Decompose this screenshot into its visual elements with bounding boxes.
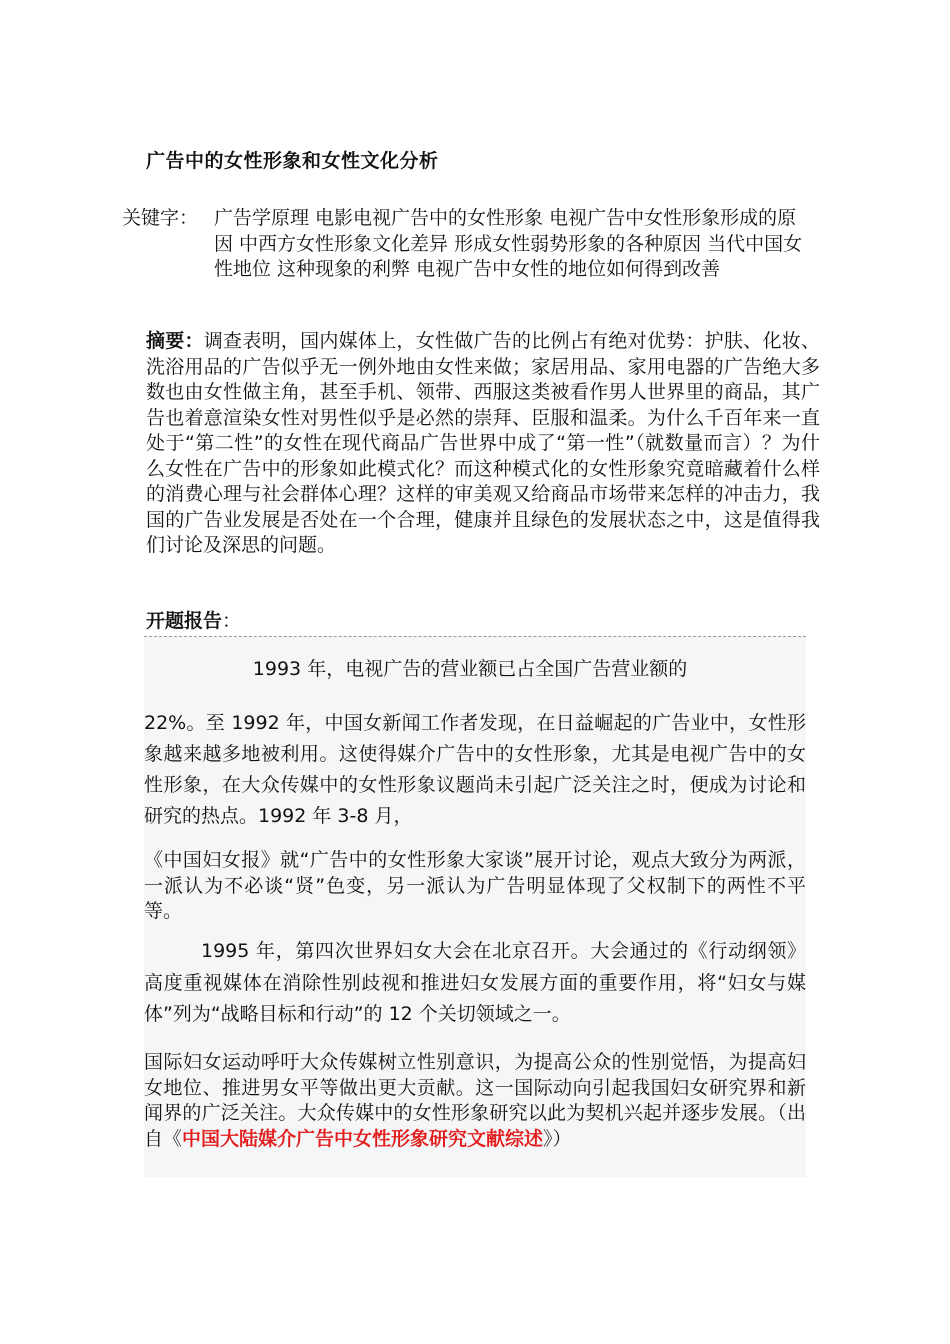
report-paragraph-5-text: 国际妇女运动呼吁大众传媒树立性别意识，为提高公众的性别觉悟，为提高妇女地位、推进男女平等做出更大贡献。这一国际动向引起我国妇女研究界和新闻界的广泛关注。大众传媒中的女性形象研究以此为契机兴起并逐步发展。（出自《 xyxy=(144,1051,806,1150)
report-paragraph-5 xyxy=(144,1050,806,1152)
keywords-label: 关键字： xyxy=(122,207,199,229)
document-title: 广告中的女性形象和女性文化分析 xyxy=(146,150,439,172)
report-heading xyxy=(146,606,241,633)
report-paragraph-2: 22%。至 1992 年，中国女新闻工作者发现，在日益崛起的广告业中，女性形象越来越多地被利用。这使得媒介广告中的女性形象，尤其是电视广告中的女性形象，在大众传媒中的女性形象议题尚未引起广泛关注之时，便成为讨论和研究的热点。1992 年 3-8 月， xyxy=(144,712,806,827)
report-heading-label: 开题报告 xyxy=(146,610,223,632)
keywords-section xyxy=(122,206,812,283)
report-paragraph-4: 1995 年，第四次世界妇女大会在北京召开。大会通过的《行动纲领》高度重视媒体在消除性别歧视和推进妇女发展方面的重要作用，将“妇女与媒体”列为“战略目标和行动”的 12 个关切领域之一。 xyxy=(144,940,806,1025)
report-paragraph-5-end: 》） xyxy=(543,1127,572,1150)
abstract-label: 摘要： xyxy=(146,330,204,352)
keywords-text: 广告学原理 电影电视广告中的女性形象 电视广告中女性形象形成的原因 中西方女性形象文化差异 形成女性弱势形象的各种原因 当代中国女性地位 这种现象的利弊 电视广告中女性的地位如何得到改善 xyxy=(214,207,803,280)
report-paragraph-1: 1993 年，电视广告的营业额已占全国广告营业额的 xyxy=(252,658,688,680)
report-paragraph-3: 《中国妇女报》就“广告中的女性形象大家谈”展开讨论，观点大致分为两派，一派认为不必谈“贤”色变，另一派认为广告明显体现了父权制下的两性不平等。 xyxy=(144,849,806,922)
abstract-section xyxy=(146,329,820,559)
abstract-text: 调查表明，国内媒体上，女性做广告的比例占有绝对优势：护肤、化妆、洗浴用品的广告似乎无一例外地由女性来做；家居用品、家用电器的广告绝大多数也由女性做主角，甚至手机、领带、西服这类被看作男人世界里的商品，其广告也着意渲染女性对男性似乎是必然的崇拜、臣服和温柔。为什么千百年来一直处于“第二性”的女性在现代商品广告世界中成了“第一性”（就数量而言）？为什么女性在广告中的形象如此模式化？而这种模式化的女性形象究竟暗藏着什么样的消费心理与社会群体心理？这样的审美观又给商品市场带来怎样的冲击力，我国的广告业发展是否处在一个合理，健康并且绿色的发展状态之中，这是值得我们讨论及深思的问题。 xyxy=(146,330,820,556)
report-heading-colon: ： xyxy=(222,610,242,632)
source-link[interactable]: 中国大陆媒介广告中女性形象研究文献综述 xyxy=(182,1127,544,1150)
